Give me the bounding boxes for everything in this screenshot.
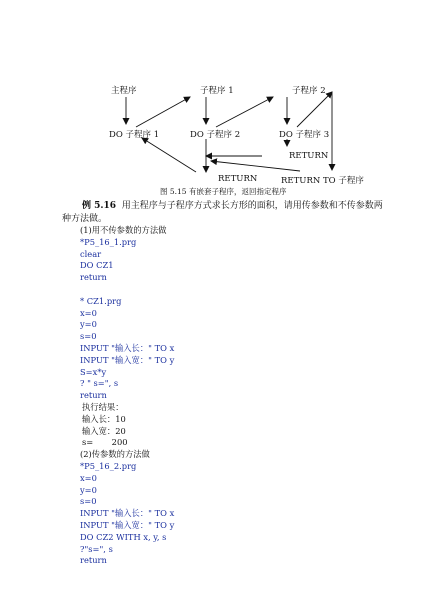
result-heading: 执行结果： xyxy=(82,401,124,412)
section-heading: (2)传参数的方法做 xyxy=(80,449,150,460)
diagram-return-left: RETURN xyxy=(218,174,258,184)
code-line-blank xyxy=(80,284,174,296)
code-line: DO CZ1 xyxy=(80,260,114,271)
example-text-2: 种方法做。 xyxy=(62,214,108,224)
diagram-main-label: 主程序 xyxy=(111,86,137,96)
example-paragraph-line1 xyxy=(82,198,383,211)
example-text-1: 用主程序与子程序方式求长方形的面积，请用传参数和不传参数两 xyxy=(121,201,383,211)
example-label: 例 5.16 xyxy=(82,201,117,211)
code-line: S=x*y xyxy=(80,366,107,377)
code-line: x=0 xyxy=(80,472,97,483)
code-line: INPUT "输入长：" TO x xyxy=(80,508,175,519)
section-heading: (1)用不传参数的方法做 xyxy=(80,225,167,235)
diagram-do-sub2: DO 子程序 2 xyxy=(190,130,241,140)
code-line: s=0 xyxy=(80,496,97,507)
code-line: * CZ1.prg xyxy=(80,295,122,306)
code-listing xyxy=(80,225,174,567)
code-line: INPUT "输入宽：" TO y xyxy=(80,354,175,365)
diagram-sub2-label: 子程序 2 xyxy=(292,86,326,96)
diagram-sub1-label: 子程序 1 xyxy=(200,86,234,96)
code-line: clear xyxy=(80,248,102,259)
result-line: 输入长：10 xyxy=(82,413,126,424)
code-line: y=0 xyxy=(80,319,97,330)
code-line: y=0 xyxy=(80,484,97,495)
diagram-return-right: RETURN xyxy=(289,151,329,161)
arrow-do2-to-sub2 xyxy=(216,97,273,127)
nested-subroutine-diagram xyxy=(0,0,424,200)
code-line: return xyxy=(80,390,107,401)
result-line: s= 200 xyxy=(82,437,128,448)
arrow-returnto-to-do2 xyxy=(211,161,300,171)
code-line: ?"s=", s xyxy=(80,543,113,554)
arrow-return-to-do1 xyxy=(142,138,196,172)
code-line: ? " s=", s xyxy=(80,378,119,389)
code-line: *P5_16_1.prg xyxy=(80,236,137,247)
arrow-do1-to-sub1 xyxy=(136,97,190,127)
code-line: return xyxy=(80,272,107,283)
code-line: DO CZ2 WITH x, y, s xyxy=(80,531,167,542)
diagram-do-sub1: DO 子程序 1 xyxy=(109,130,160,140)
figure-caption: 图 5.15 有嵌套子程序，返回指定程序 xyxy=(160,187,287,196)
code-line: INPUT "输入长：" TO x xyxy=(80,342,175,353)
code-line: INPUT "输入宽：" TO y xyxy=(80,519,175,530)
code-line: x=0 xyxy=(80,307,97,318)
code-line: *P5_16_2.prg xyxy=(80,460,137,471)
arrow-do3-to-sub3 xyxy=(297,92,332,127)
diagram-return-to: RETURN TO 子程序 xyxy=(281,176,364,186)
diagram-do-sub3: DO 子程序 3 xyxy=(279,130,330,140)
result-line: 输入宽：20 xyxy=(82,425,126,436)
code-line: s=0 xyxy=(80,331,97,342)
code-line: return xyxy=(80,555,107,566)
